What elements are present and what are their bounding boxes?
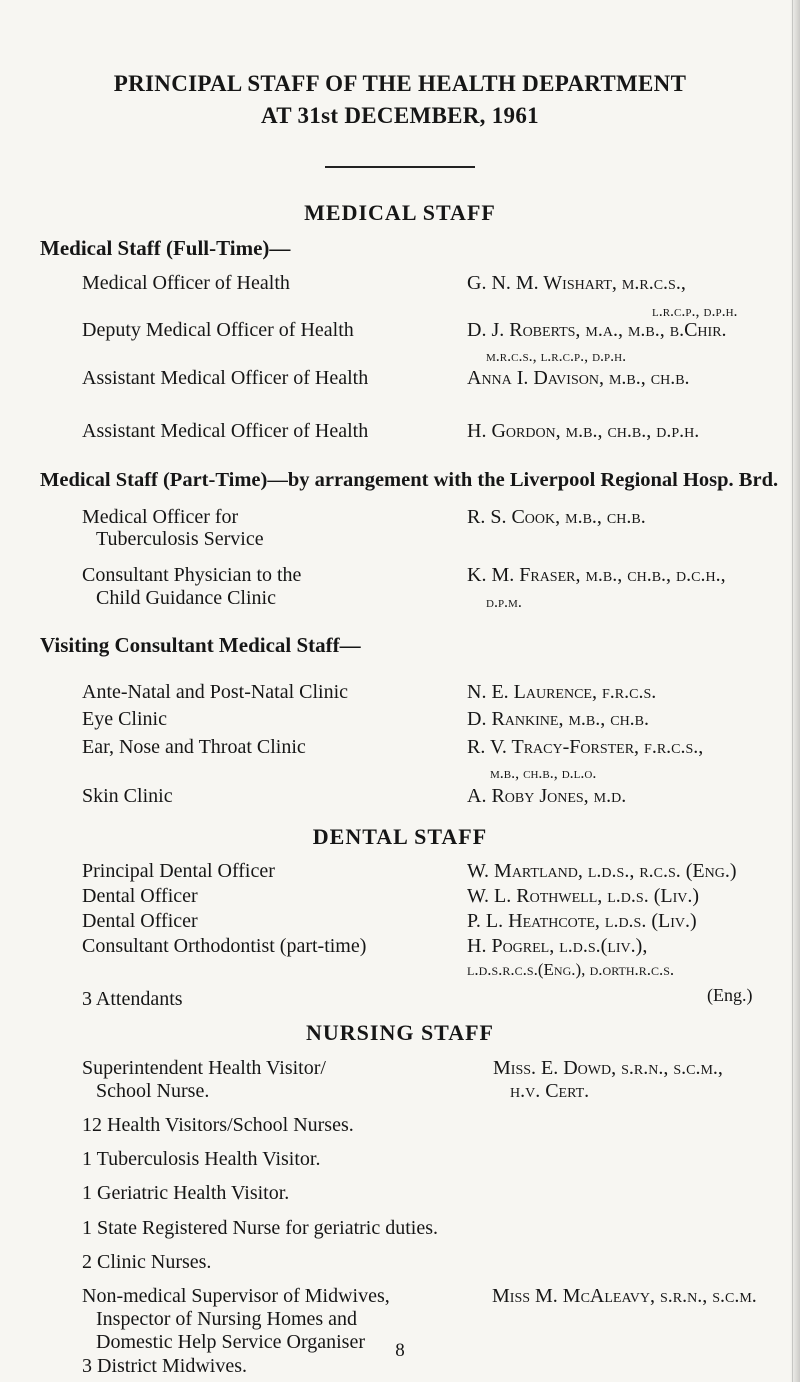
post-label: 12 Health Visitors/School Nurses. <box>82 1114 354 1136</box>
post-label: 2 Clinic Nurses. <box>82 1251 212 1273</box>
staff-qualifications: h.v. Cert. <box>510 1080 590 1102</box>
staff-qualifications: (Eng.) <box>707 985 753 1005</box>
page-number: 8 <box>395 1340 405 1361</box>
staff-qualifications: m.r.c.s., l.r.c.p., d.p.h. <box>486 348 627 365</box>
staff-qualifications: l.r.c.p., d.p.h. <box>652 303 738 320</box>
group-heading-fulltime: Medical Staff (Full-Time)— <box>40 236 291 260</box>
staff-qualifications: l.d.s.r.c.s.(Eng.), d.orth.r.c.s. <box>467 960 675 979</box>
staff-name: P. L. Heathcote, l.d.s. (Liv.) <box>467 910 697 932</box>
post-label: Consultant Physician to the <box>82 564 302 586</box>
post-label: 3 Attendants <box>82 988 183 1010</box>
post-label: Superintendent Health Visitor/ <box>82 1057 326 1079</box>
staff-name: H. Pogrel, l.d.s.(liv.), <box>467 935 648 957</box>
post-label-continued: Tuberculosis Service <box>96 528 264 550</box>
page-subtitle-date: AT 31st DECEMBER, 1961 <box>261 103 539 128</box>
post-label: Ante-Natal and Post-Natal Clinic <box>82 681 349 703</box>
post-label-continued: School Nurse. <box>96 1080 210 1102</box>
post-label: Non-medical Supervisor of Midwives, <box>82 1285 390 1307</box>
post-label: Dental Officer <box>82 885 198 907</box>
post-label: Assistant Medical Officer of Health <box>82 420 369 442</box>
staff-name: R. S. Cook, m.b., ch.b. <box>467 506 646 528</box>
post-label: Assistant Medical Officer of Health <box>82 367 369 389</box>
staff-name: R. V. Tracy-Forster, f.r.c.s., <box>467 736 704 758</box>
post-label: Ear, Nose and Throat Clinic <box>82 736 306 758</box>
staff-qualifications: m.b., ch.b., d.l.o. <box>490 765 597 782</box>
post-label: Eye Clinic <box>82 708 167 730</box>
post-label: Dental Officer <box>82 910 198 932</box>
post-label: Medical Officer for <box>82 506 239 528</box>
post-label: 1 Tuberculosis Health Visitor. <box>82 1148 321 1170</box>
staff-name: D. Rankine, m.b., ch.b. <box>467 708 650 730</box>
staff-name: A. Roby Jones, m.d. <box>467 785 627 807</box>
staff-name: Miss. E. Dowd, s.r.n., s.c.m., <box>493 1057 723 1079</box>
page-title: PRINCIPAL STAFF OF THE HEALTH DEPARTMENT <box>113 71 687 96</box>
post-label-continued: Inspector of Nursing Homes and <box>96 1308 358 1330</box>
staff-name: K. M. Fraser, m.b., ch.b., d.c.h., <box>467 564 726 586</box>
post-label: 1 Geriatric Health Visitor. <box>82 1182 290 1204</box>
group-heading-parttime: Medical Staff (Part-Time)—by arrangement with the Liverpool Regional Hosp. Brd. <box>40 469 779 491</box>
post-label: 1 State Registered Nurse for geriatric duties. <box>82 1217 438 1239</box>
staff-name: N. E. Laurence, f.r.c.s. <box>467 681 657 703</box>
title-divider <box>325 166 475 168</box>
staff-name: Miss M. McAleavy, s.r.n., s.c.m. <box>492 1285 757 1307</box>
post-label: 3 District Midwives. <box>82 1355 247 1377</box>
staff-name: H. Gordon, m.b., ch.b., d.p.h. <box>467 420 700 442</box>
staff-qualifications: d.p.m. <box>486 594 522 611</box>
post-label-continued: Domestic Help Service Organiser <box>96 1331 365 1353</box>
staff-name: W. L. Rothwell, l.d.s. (Liv.) <box>467 885 699 907</box>
post-label: Principal Dental Officer <box>82 860 275 882</box>
staff-name: D. J. Roberts, m.a., m.b., b.Chir. <box>467 319 727 341</box>
post-label: Consultant Orthodontist (part-time) <box>82 935 367 957</box>
post-label: Skin Clinic <box>82 785 173 807</box>
post-label: Deputy Medical Officer of Health <box>82 319 354 341</box>
section-heading-dental: DENTAL STAFF <box>312 824 488 849</box>
section-heading-medical: MEDICAL STAFF <box>304 200 496 225</box>
group-heading-visiting: Visiting Consultant Medical Staff— <box>40 633 361 657</box>
post-label-continued: Child Guidance Clinic <box>96 587 276 609</box>
staff-name: G. N. M. Wishart, m.r.c.s., <box>467 272 686 294</box>
staff-name: Anna I. Davison, m.b., ch.b. <box>467 367 690 389</box>
post-label: Medical Officer of Health <box>82 272 290 294</box>
section-heading-nursing: NURSING STAFF <box>305 1020 494 1045</box>
staff-name: W. Martland, l.d.s., r.c.s. (Eng.) <box>467 860 737 882</box>
